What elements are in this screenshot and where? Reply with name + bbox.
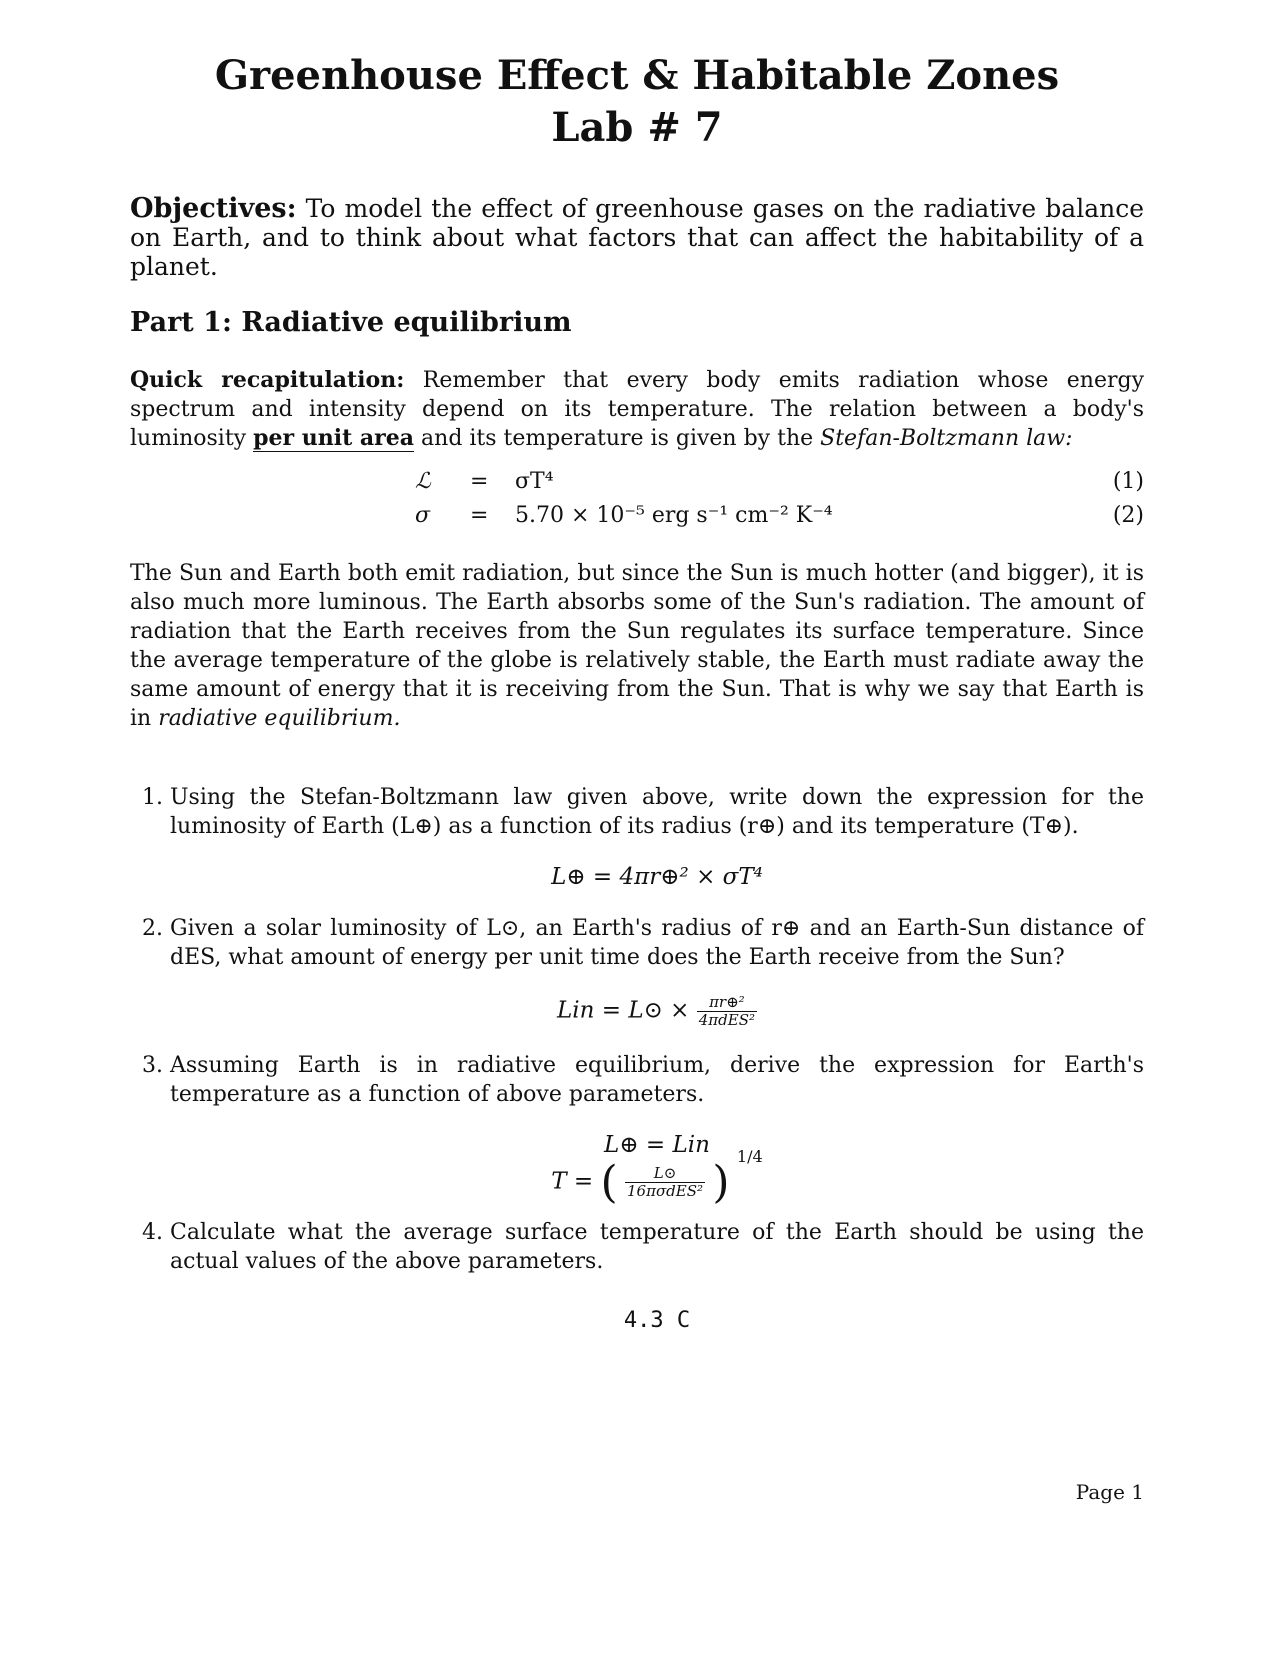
answer-1: [170, 863, 1144, 892]
equation-block: [130, 469, 1144, 537]
equation-2-rhs: 5.70 × 10⁻⁵ erg s⁻¹ cm⁻² K⁻⁴: [515, 503, 833, 528]
question-1: [170, 783, 1144, 892]
recap-text-1: Remember that every body emits radiation whose energy spectrum and intensity depend on its temperature. The relation between a body's luminosity: [130, 368, 1145, 451]
recap-text-2: and its temperature is given by the: [421, 426, 814, 451]
answer-2-fraction: [697, 994, 757, 1029]
equation-1-rhs: σT⁴: [515, 469, 554, 494]
recap-paragraph: [130, 366, 1144, 453]
radiative-equilibrium-paragraph: [130, 559, 1144, 733]
recap-label: Quick recapitulation:: [130, 367, 405, 393]
answer-2: [170, 994, 1144, 1029]
objectives-paragraph: [130, 194, 1144, 281]
title-line-2: Lab # 7: [551, 104, 723, 151]
answer-3-line-1: L⊕ = Lin: [604, 1132, 710, 1158]
question-3: [170, 1051, 1144, 1209]
title-line-1: Greenhouse Effect & Habitable Zones: [214, 52, 1060, 99]
equation-2-lhs: σ: [415, 503, 431, 528]
objectives-text: To model the effect of greenhouse gases on the radiative balance on Earth, and to think about what factors that can affect the habitability of a planet.: [130, 194, 1145, 281]
equation-2: [130, 503, 1144, 537]
answer-3-denominator: 16πσdES²: [627, 1182, 704, 1201]
question-4: [170, 1218, 1144, 1335]
left-paren-icon: (: [600, 1157, 618, 1209]
right-paren-icon: ): [712, 1157, 730, 1209]
equation-1-number: (1): [1112, 469, 1144, 494]
recap-law: Stefan-Boltzmann law:: [820, 426, 1073, 451]
paragraph-term: radiative equilibrium.: [158, 706, 401, 731]
objectives-label: Objectives:: [130, 193, 297, 224]
question-4-text: Calculate what the average surface temperature of the Earth should be using the actual values of the above parameters.: [170, 1220, 1144, 1275]
answer-2-denominator: 4πdES²: [698, 1011, 756, 1029]
equation-1: [130, 469, 1144, 503]
equation-2-equals: =: [470, 503, 489, 528]
part1-heading: Part 1: Radiative equilibrium: [130, 307, 572, 338]
recap-underlined: per unit area: [253, 425, 415, 451]
answer-3-numerator: L⊙: [625, 1165, 705, 1183]
answer-2-lhs: Lin = L⊙ ×: [556, 997, 690, 1024]
answer-1-expression: L⊕ = 4πr⊕² × σT⁴: [551, 864, 763, 890]
answer-3-exponent: 1/4: [736, 1147, 763, 1166]
question-list: [130, 783, 1144, 1335]
question-2-text: Given a solar luminosity of L⊙, an Earth's radius of r⊕ and an Earth-Sun distance of dES, what amount of energy per unit time does the Earth receive from the Sun?: [170, 916, 1144, 970]
answer-3-fraction: [625, 1165, 705, 1200]
answer-3: [170, 1131, 1144, 1209]
answer-2-numerator: πr⊕²: [697, 994, 757, 1012]
answer-4: 4.3 C: [623, 1308, 691, 1334]
question-2: [170, 914, 1144, 1029]
question-1-text: Using the Stefan-Boltzmann law given above, write down the expression for the luminosity of Earth (L⊕) as a function of its radius (r⊕) and its temperature (T⊕).: [170, 785, 1144, 839]
equation-2-number: (2): [1112, 503, 1144, 528]
answer-3-line-2: [170, 1147, 1144, 1209]
paragraph-text: The Sun and Earth both emit radiation, but since the Sun is much hotter (and bigger), it is also much more luminous. The Earth absorbs some of the Sun's radiation. The amount of radiation that the Earth receives from the Sun regulates its surface temperature. Since the average temperature of the globe is relatively stable, the Earth must radiate away the same amount of energy that it is receiving from the Sun. That is why we say that Earth is in: [130, 561, 1144, 731]
equation-1-lhs: ℒ: [415, 469, 431, 494]
equation-1-equals: =: [470, 469, 489, 494]
document-page: [130, 50, 1144, 1335]
question-3-text: Assuming Earth is in radiative equilibrium, derive the expression for Earth's temperature as a function of above parameters.: [170, 1053, 1144, 1107]
page-number: Page 1: [1075, 1480, 1144, 1504]
answer-3-lhs: T =: [551, 1168, 594, 1195]
